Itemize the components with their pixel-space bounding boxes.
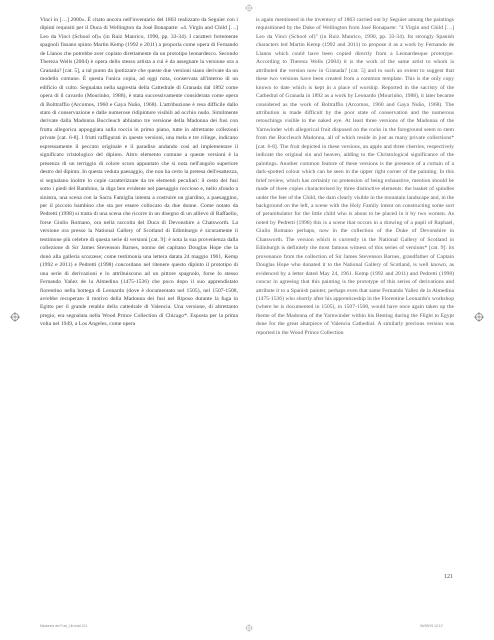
registration-mark-right-icon <box>474 312 484 322</box>
page-number: 121 <box>444 574 453 580</box>
italian-text-column <box>40 16 238 329</box>
print-slug-timestamp: 06/09/19 12:12 <box>420 624 443 628</box>
english-text-column <box>256 16 454 337</box>
registration-mark-bottom-icon <box>245 624 253 632</box>
registration-mark-top-icon <box>245 4 253 12</box>
registration-mark-left-icon <box>10 312 20 322</box>
english-paragraph: is again mentioned in the inventory of 1863 carried out by Seguier among the paintings requisitioned by the Duke of Wellington from José Bonaparte: "4 Virgin and Child […] Leo da Vinci (School of)" (in Ruiz Manrico, 1990, pp. 33-34). Its strongly Spanish characters led Martin Kemp (1992 and 2011) to propose it as a work by Fernando de Llanos which could have been copied directly from a Leonardesque prototype. According to Thereza Wells (2004) it is the work of the same artist to whom is attributed the version now in Granada? [cat. 5] and to such an extent to suggest that these two versions have been created from a common template. This is the only copy known to date which is kept in a place of worship. Reported in the sacristy of the Cathedral of Granada in 1892 as a work by Leonardo (Mourinho, 1988), it later became considered as the work of Boltraffio (Arcomos, 1960 and Gaya Nuño, 1968). The attribution is made difficult by the poor state of conservation and the numerous retouchings visible to the naked eye. At least three versions of the Madonna of the Yarnwinder with allegorical fruit disposed on the rocks in the foreground seem to stem from the Buccleuch Madonna, all of which reside in just as many private collections* [cat. 6-8]. The fruit depicted in these versions, an apple and three cherries, respectively indicate the original sin and heaven, adding to the Christological significance of the paintings. Another common feature of these versions is the presence of a curtain of a dark-spotted colour which can be seen in the upper right corner of the painting. In this brief review, which has certainly no pretension of being exhaustive, mention should be made of three copies characterised by three distinctive elements: the basket of spindles under the feet of the Child, the dam clearly visible in the mountain landscape and, in the background on the left, a scene with the Holy Family intent on constructing some sort of perambulator for the little child who is about to be placed in it by two women. As noted by Pedretti (1998) this is a scene that occurs in a drawing of a pupil of Raphael, Giulio Romano perhaps, now in the collection of the Duke of Devonshire in Chatsworth. The version which is currently in the National Gallery of Scotland in Edinburgh is definitely the most famous witness of this series of versions* [cat. 9]: its provenance from the collection of Sir James Stevenson Barnes, grandfather of Captain Douglas Hope who donated it to the National Gallery of Scotland, is well known, as evidenced by a letter dated May 24, 1961. Kemp (1992 and 2011) and Pedretti (1998) concur in agreeing that this painting is the prototype of this series of derivations and attribute it to a Spanish painter, perhaps even that same Fernando Yañez de la Almedina (1475-1536) who shortly after his apprenticeship in the Florentine Leonardo's workshop (where he is documented in 1505), in 1507-1508, would have once again taken up the theme of the Madonna of the Yarnwinder within his Resting during the Flight to Egypt done for the great altarpiece of Valencia Cathedral. A similarly precious version was reported in the Wood Prince Collection <box>256 17 454 336</box>
italian-paragraph: Vinci in […] 2000». È citato ancora nell'inventario del 1863 realizzato da Seguier con i dipinti requisiti per il Duca di Wellington da José Bonaparte: «4. Virgin and Child […] Leo da Vinci (School of)» (in Ruiz Manrico, 1990, pp. 33-34). I caratteri fortemente spagnoli fissano spinto Martin Kemp (1992 e 2011) a proporla come opera di Fernando de Llanos che potrebbe aver copiato direttamente da un prototipo leonardesco. Secondo Thereza Wells (2004) è opera dello stesso artista a cui è da assegnare la versione ora a Granada? [cat. 5], a tal punto da ipotizzare che queste due versioni siano derivate da un modello comune. È questa l'unica copia, ad oggi nota, conservata all'interno di un edificio di culto. Segnalata nella sagrestia della Cattedrale di Granada dal 1892 come opera di il cavardo (Mourinho, 1988), è stata successivamente considerata come opera di Bolttraffio (Arcomos, 1960 e Gaya Nuño, 1968). L'attribuzione è resa difficile dallo stato di conservazione e dalle numerose ridipinture visibili ad occhio nudo. Similmente derivate dalla Madonna Buccleuch abbiamo tre versione della Madonna dei fusi con frutta allegorica appoggiata sulla roccia in primo piano, tutte in altrettante collezioni private [cat. 6-8]. I frutti raffigurati in queste versioni, una mela e tre ciliege, indicano espressamente il peccato originale e il paradiso andando così ad implementare il significato cristologico del dipinto. Altro elemento comune a queste versioni è la presenza di un terriggio di colore scuro appuntato che si nota nell'angolo superiore destro del dipinto. In questa veduta paesaggio, che non ha certo la pretesa dell'esattezza, si segnalano inoltre lo copie caratterizzate da tre elementi peculiari: il cesto dei fusi sotto i piedi del Bambino, la diga ben evidente nel paesaggio roccioso e, nello sfondo a sinistra, una scena con la Sacra Famiglia intenta a costruire un giardino, a paesaggino, per il piccolo bambino che sta per essere collocato da due donne. Come notato da Pedretti (1998) si tratta di una scena che ricorre in un disegno di un allievo di Raffaello, forse Giulio Romano, ora nella raccolta del Duca di Devonshire a Chatsworth. La versione ora presso la National Gallery of Scotland di Edimburgo è sicuramente il testimone più celebre di questa serie di versioni [cat. 9]: è nota la sua provenienza dalla collezione di Sir James Stevenson Barnes, nonno del capitano Douglas Hope che la donò alla galleria scozzese; come testimonia una lettera datata 24 maggio 1961, Kemp (1992 e 2011) e Pedretti (1998) concordano nel ritenere questo dipinto il prototipo di una serie di derivazioni e lo attribuiscono ad un pittore spagnolo, forse lo stesso Fernando Yañez de la Almedina (1475-1536) che poco dopo il suo apprendistato fiorentino nella bottega di Leonardo (dove è documentato nel 1505), nel 1507-1508, avrebbe recuperato il motivo della Madonna dei fusi nel Riposo durante la fuga in Egitto per il grande retablo della cattedrale di Valencia. Una versione, di altrettanto pregio, era segnalata nella Wood Prince Collection di Chicago*. Esposta per la prima volta nel 1949, a Los Angeles, come opera <box>40 17 238 328</box>
print-slug-filename: Madonna dei Fusi_Lib.indd 121 <box>40 624 88 628</box>
